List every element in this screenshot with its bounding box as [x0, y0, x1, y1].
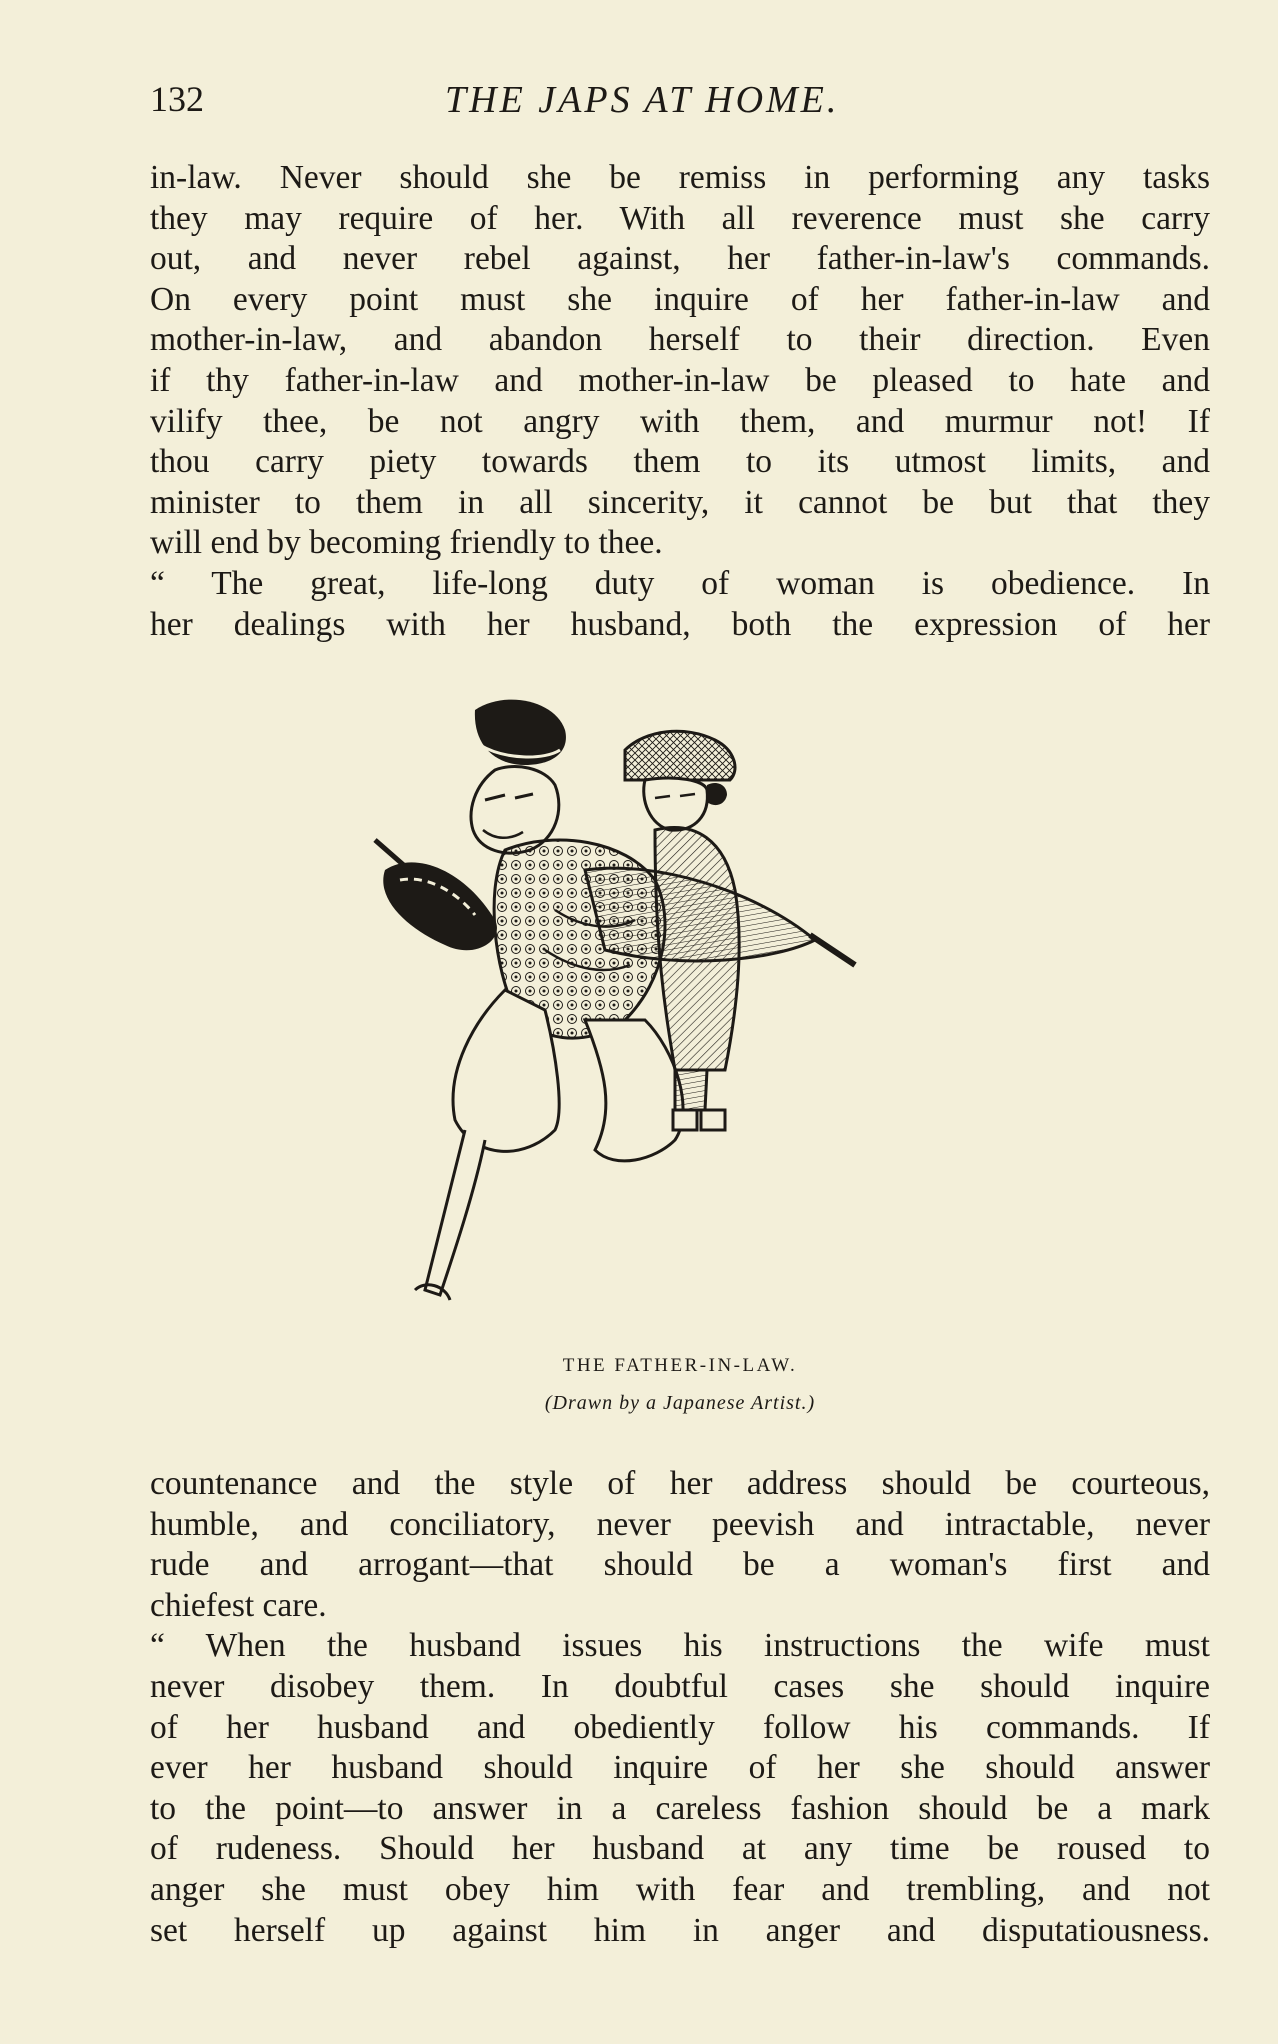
- text-line: if thy father-in-law and mother-in-law be pleased to hate and: [150, 361, 1210, 399]
- page-number: 132: [150, 79, 204, 119]
- text-line: countenance and the style of her address should be courteous,: [150, 1465, 1210, 1502]
- text-line: mother-in-law, and abandon herself to their direction. Even: [150, 321, 1210, 359]
- text-line: of her husband and obediently follow his commands. If: [150, 1708, 1210, 1746]
- body-text-top: [150, 158, 1210, 645]
- text-line: will end by becoming friendly to thee.: [150, 524, 663, 562]
- text-line: her dealings with her husband, both the expression of her: [150, 605, 1210, 643]
- text-line: anger she must obey him with fear and trembling, and not: [150, 1870, 1210, 1908]
- text-line: never disobey them. In doubtful cases she should inquire: [150, 1667, 1210, 1705]
- running-title: THE JAPS AT HOME.: [445, 79, 840, 121]
- figure-caption-title: THE FATHER-IN-LAW.: [562, 1355, 798, 1376]
- text-line: “ When the husband issues his instructions the wife must: [150, 1627, 1210, 1665]
- text-line: they may require of her. With all reverence must she carry: [150, 199, 1210, 237]
- text-line: out, and never rebel against, her father-in-law's commands.: [150, 240, 1210, 278]
- illustration-father-in-law: [355, 690, 1005, 1340]
- text-line: vilify thee, be not angry with them, and murmur not! If: [150, 402, 1210, 440]
- text-line: to the point—to answer in a careless fashion should be a mark: [150, 1789, 1210, 1827]
- text-line: humble, and conciliatory, never peevish and intractable, never: [150, 1505, 1210, 1543]
- text-line: “ The great, life-long duty of woman is obedience. In: [150, 564, 1210, 602]
- text-line: thou carry piety towards them to its utmost limits, and: [150, 443, 1210, 481]
- text-line: ever her husband should inquire of her she should answer: [150, 1749, 1210, 1787]
- text-line: of rudeness. Should her husband at any time be roused to: [150, 1830, 1210, 1868]
- body-text-bottom: [150, 1464, 1210, 1951]
- text-line: in-law. Never should she be remiss in performing any tasks: [150, 159, 1210, 196]
- text-line: minister to them in all sincerity, it cannot be but that they: [150, 483, 1210, 521]
- illustration-drawing: [355, 690, 1005, 1340]
- running-head: [150, 78, 1210, 128]
- text-line: set herself up against him in anger and disputatiousness.: [150, 1911, 1210, 1949]
- figure-caption-credit: (Drawn by a Japanese Artist.): [544, 1392, 816, 1414]
- text-line: rude and arrogant—that should be a woman's first and: [150, 1546, 1210, 1584]
- text-line: On every point must she inquire of her father-in-law and: [150, 280, 1210, 318]
- text-line: chiefest care.: [150, 1586, 327, 1624]
